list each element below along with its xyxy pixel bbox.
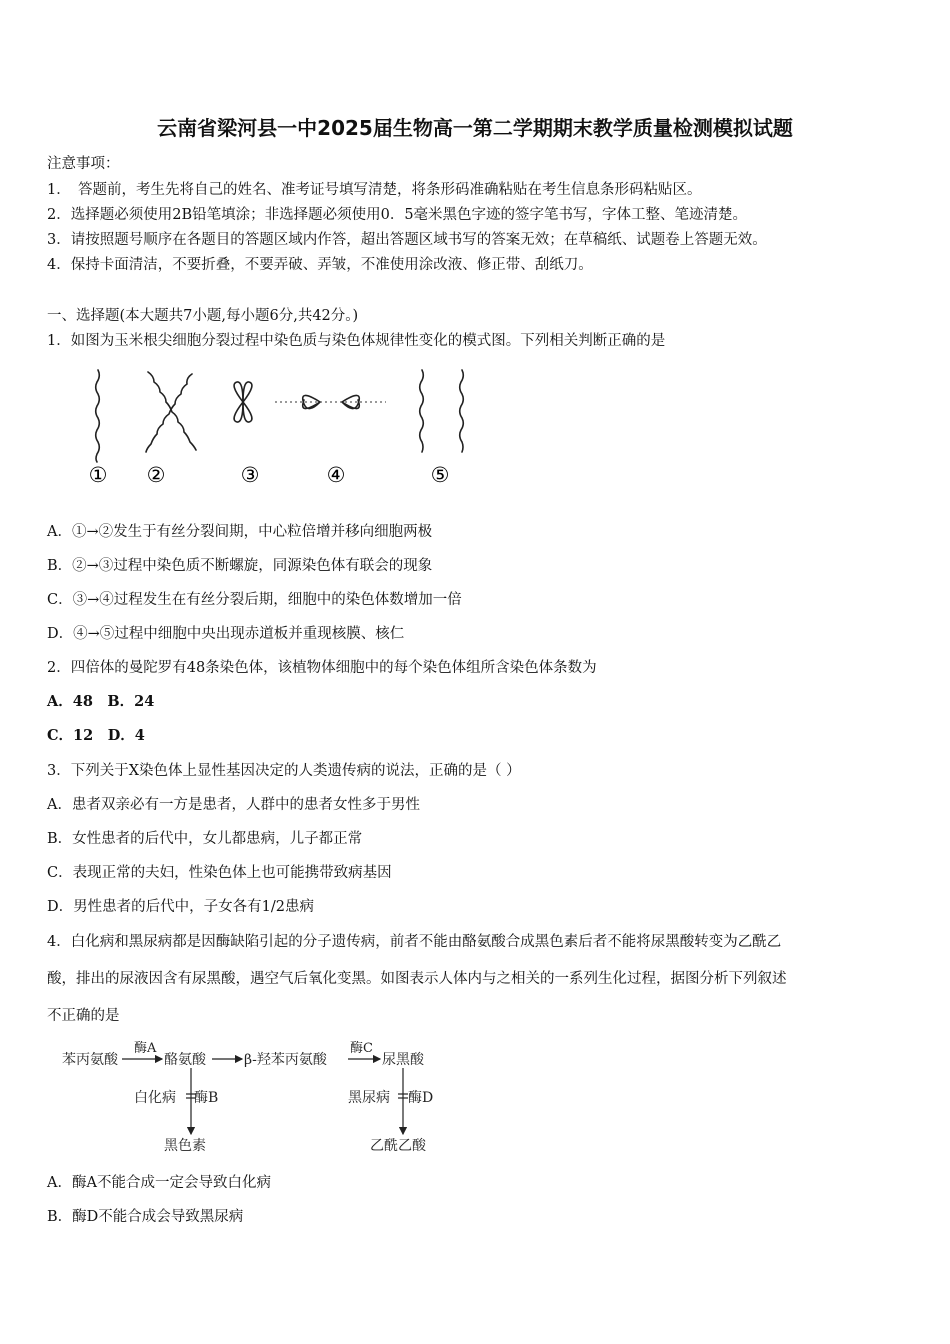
chromosome-figure	[70, 362, 490, 492]
question-stem: 不正确的是	[47, 1008, 120, 1024]
option: D．男性患者的后代中，子女各有1/2患病	[47, 899, 314, 915]
option-row: A．48 B．24	[47, 693, 155, 710]
notice-item: 3．请按照题号顺序在各题目的答题区域内作答，超出答题区域书写的答案无效；在草稿纸、试题卷上答题无效。	[47, 232, 767, 248]
hydroxyphenyl-label: β-羟苯丙氨酸	[244, 1052, 327, 1068]
figure-label-5: ⑤	[430, 463, 450, 487]
alkaptonuria-label: 黑尿病	[348, 1090, 390, 1106]
enzyme-c-label: 酶C	[350, 1041, 373, 1056]
figure-label-2: ②	[146, 463, 166, 487]
section-heading: 一、选择题(本大题共7小题,每小题6分,共42分。)	[47, 308, 359, 324]
page-title: 云南省梁河县一中2025届生物高一第二学期期末教学质量检测模拟试题	[157, 116, 793, 140]
notice-item: 1． 答题前，考生先将自己的姓名、准考证号填写清楚，将条形码准确粘贴在考生信息条形码粘贴区。	[47, 182, 702, 198]
acetoacetate-label: 乙酰乙酸	[370, 1138, 426, 1154]
option: B．②→③过程中染色质不断螺旋，同源染色体有联会的现象	[47, 558, 433, 574]
albinism-label: 白化病	[134, 1090, 176, 1106]
figure-label-1: ①	[88, 463, 108, 487]
option: A．患者双亲必有一方是患者，人群中的患者女性多于男性	[47, 797, 420, 813]
question-stem: 4．白化病和黑尿病都是因酶缺陷引起的分子遗传病，前者不能由酪氨酸合成黑色素后者不能将尿黑酸转变为乙酰乙	[47, 934, 782, 950]
notice-heading: 注意事项：	[47, 156, 120, 172]
option: A．①→②发生于有丝分裂间期，中心粒倍增并移向细胞两极	[47, 524, 433, 540]
option: B．酶D不能合成会导致黑尿病	[47, 1209, 244, 1225]
tyrosine-label: 酪氨酸	[164, 1052, 206, 1068]
option: C．③→④过程发生在有丝分裂后期，细胞中的染色体数增加一倍	[47, 592, 462, 608]
homogentisic-acid-label: 尿黑酸	[382, 1052, 424, 1068]
option: C．表现正常的夫妇，性染色体上也可能携带致病基因	[47, 865, 392, 881]
question-stem: 酸，排出的尿液因含有尿黑酸，遇空气后氧化变黑。如图表示人体内与之相关的一系列生化过程，据图分析下列叙述	[47, 971, 787, 987]
notice-item: 2．选择题必须使用2B铅笔填涂；非选择题必须使用0．5毫米黑色字迹的签字笔书写，字体工整、笔迹清楚。	[47, 207, 748, 223]
notice-item: 4．保持卡面清洁，不要折叠，不要弄破、弄皱，不准使用涂改液、修正带、刮纸刀。	[47, 257, 593, 273]
option: D．④→⑤过程中细胞中央出现赤道板并重现核膜、核仁	[47, 626, 405, 642]
enzyme-b-label: 酶B	[194, 1090, 219, 1106]
enzyme-a-label: 酶A	[134, 1041, 157, 1056]
option-row: C．12 D．4	[47, 727, 145, 744]
phenylalanine-label: 苯丙氨酸	[62, 1052, 118, 1068]
question-stem: 2．四倍体的曼陀罗有48条染色体，该植物体细胞中的每个染色体组所含染色体条数为	[47, 660, 597, 676]
question-stem: 1．如图为玉米根尖细胞分裂过程中染色质与染色体规律性变化的模式图。下列相关判断正确的是	[47, 333, 666, 349]
melanin-label: 黑色素	[164, 1138, 206, 1154]
figure-label-4: ④	[326, 463, 346, 487]
enzyme-d-label: 酶D	[408, 1090, 434, 1106]
metabolic-pathway-diagram	[58, 1036, 458, 1158]
question-stem: 3．下列关于X染色体上显性基因决定的人类遗传病的说法，正确的是（ ）	[47, 763, 521, 779]
option: A．酶A不能合成一定会导致白化病	[47, 1175, 271, 1191]
option: B．女性患者的后代中，女儿都患病，儿子都正常	[47, 831, 363, 847]
figure-label-3: ③	[240, 463, 260, 487]
